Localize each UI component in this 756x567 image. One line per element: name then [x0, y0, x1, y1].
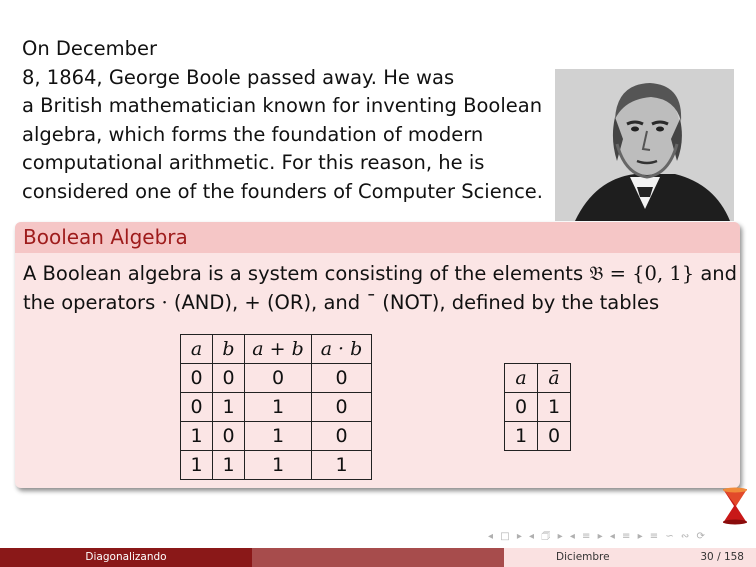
- footer-middle-band: [252, 548, 504, 567]
- block-title: Boolean Algebra: [15, 222, 740, 253]
- intro-line: 8, 1864, George Boole passed away. He was: [22, 65, 455, 89]
- table-row: [181, 393, 372, 422]
- table-row: [505, 393, 571, 422]
- table-cell: 0: [213, 364, 245, 393]
- table-cell: 0: [181, 364, 213, 393]
- table-cell: 1: [213, 393, 245, 422]
- and-operator: ·: [161, 291, 168, 314]
- table-header-row: [181, 335, 372, 364]
- table-cell: 1: [213, 451, 245, 480]
- beamer-navigation-symbols[interactable]: ◂ □ ▸ ◂ 🗇 ▸ ◂ ≡ ▸ ◂ ≡ ▸ ≡ ∽ ∾ ⟳: [488, 531, 707, 542]
- table-cell: 0: [312, 393, 372, 422]
- table-header: ā: [538, 364, 571, 393]
- definition-line-2: [23, 288, 732, 317]
- text-fragment: and: [694, 262, 738, 285]
- text-fragment: (AND),: [167, 291, 245, 314]
- table-row: [181, 451, 372, 480]
- table-cell: 0: [245, 364, 312, 393]
- table-header-row: [505, 364, 571, 393]
- intro-line: considered one of the founders of Computer Science.: [22, 179, 543, 203]
- text-fragment: the operators: [23, 291, 162, 314]
- definition-block: [15, 222, 740, 488]
- not-truth-table: [504, 363, 571, 451]
- george-boole-portrait: [555, 69, 734, 221]
- footer-right-band: [504, 548, 756, 567]
- table-header: a: [181, 335, 213, 364]
- table-cell: 0: [213, 422, 245, 451]
- definition-line-1: [23, 259, 738, 288]
- table-cell: 0: [505, 393, 538, 422]
- table-header: a · b: [312, 335, 372, 364]
- and-or-truth-table: [180, 334, 372, 480]
- block-body: [15, 253, 740, 317]
- table-header: b: [213, 335, 245, 364]
- text-fragment: (NOT), defined by the tables: [376, 291, 660, 314]
- table-cell: 1: [181, 451, 213, 480]
- intro-line: computational arithmetic. For this reason, he is: [22, 151, 485, 174]
- table-header: a: [505, 364, 538, 393]
- intro-line: On December: [22, 37, 158, 60]
- footer-date: Diciembre: [556, 551, 610, 563]
- text-fragment: (OR), and: [260, 291, 367, 314]
- intro-line: algebra, which forms the foundation of modern: [22, 122, 484, 146]
- table-row: [181, 364, 372, 393]
- not-operator: ¯: [366, 291, 377, 314]
- table-header: a + b: [245, 335, 312, 364]
- hourglass-logo-icon: [720, 487, 750, 525]
- table-cell: 1: [245, 393, 312, 422]
- math-set: 𝔅 = {0, 1}: [589, 262, 695, 285]
- table-cell: 0: [538, 422, 571, 451]
- or-operator: +: [244, 291, 261, 314]
- table-cell: 1: [312, 451, 372, 480]
- table-cell: 1: [505, 422, 538, 451]
- footer-short-title: Diagonalizando: [0, 548, 252, 567]
- footer-bar: [0, 548, 756, 567]
- table-cell: 0: [312, 364, 372, 393]
- intro-line: a British mathematician known for inventing Boolean: [22, 94, 543, 117]
- intro-text: [22, 35, 542, 206]
- page-number: 30 / 158: [700, 551, 744, 563]
- table-cell: 0: [181, 393, 213, 422]
- table-cell: 1: [181, 422, 213, 451]
- table-cell: 1: [538, 393, 571, 422]
- text-fragment: A Boolean algebra is a system consisting of the elements: [23, 262, 590, 285]
- table-cell: 0: [312, 422, 372, 451]
- table-row: [505, 422, 571, 451]
- table-row: [181, 422, 372, 451]
- table-cell: 1: [245, 451, 312, 480]
- table-cell: 1: [245, 422, 312, 451]
